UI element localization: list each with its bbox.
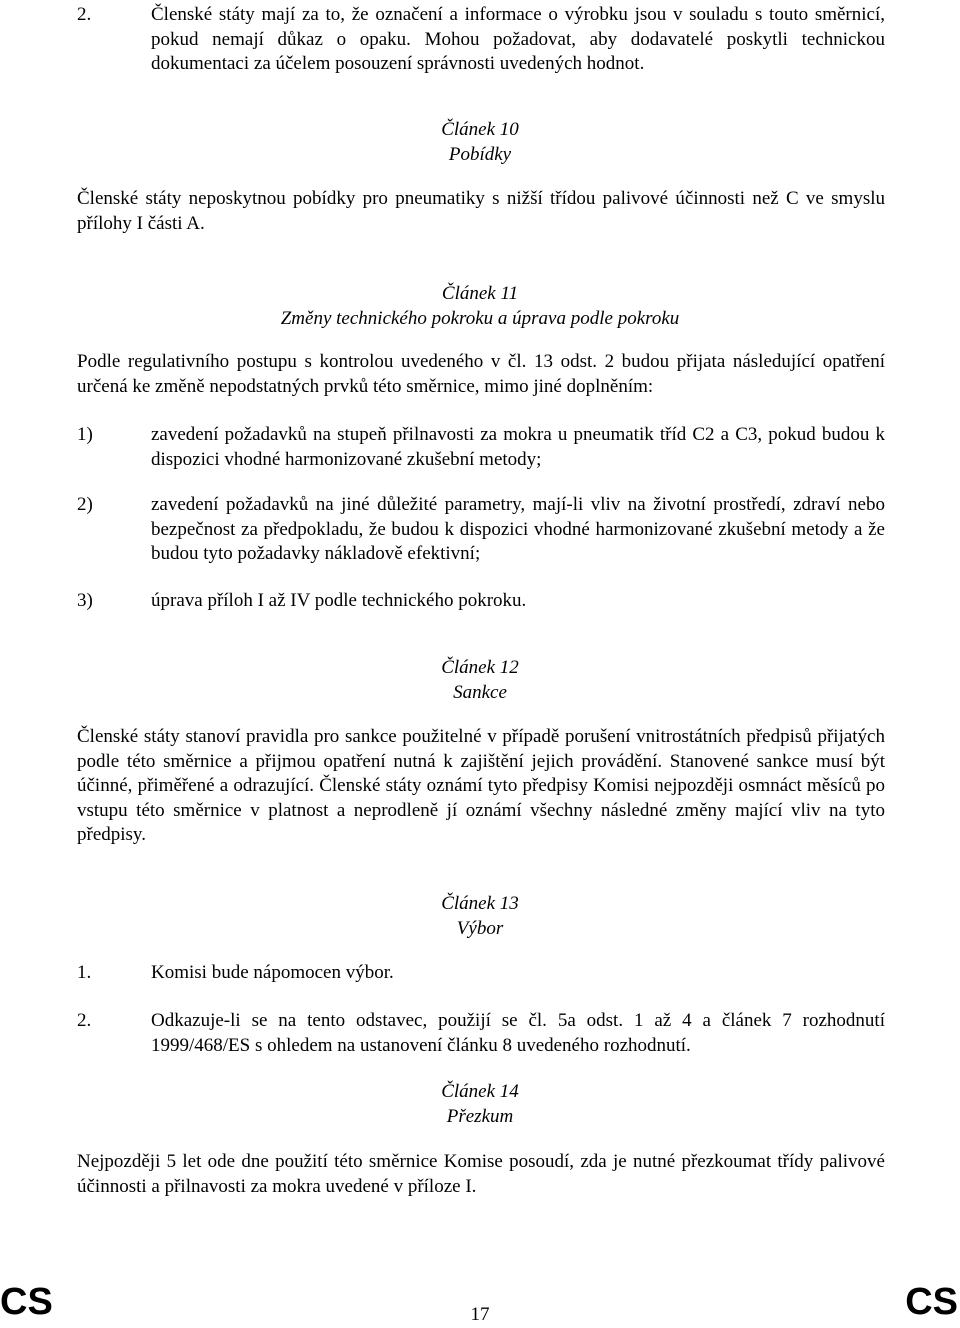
numbered-paragraph [77,493,885,567]
article-subtitle: Sankce [453,682,507,703]
item-text: Odkazuje-li se na tento odstavec, použijí se čl. 5a odst. 1 až 4 a článek 7 rozhodnutí 1999/468/ES s ohledem na ustanovení článku 8 uvedeného rozhodnutí. [151,1010,885,1056]
numbered-paragraph [77,589,885,614]
article-13-heading [0,891,960,941]
item-number: 2) [77,494,93,515]
item-number: 2. [77,4,92,25]
item-number: 1. [77,962,92,983]
article-title: Článek 13 [441,893,519,914]
footer-language-code-left: CS [0,1281,53,1323]
article-subtitle: Změny technického pokroku a úprava podle pokroku [280,308,680,329]
item-number: 1) [77,424,93,445]
article-subtitle: Výbor [456,918,504,939]
article-title: Článek 14 [441,1081,519,1102]
item-text: Komisi bude nápomocen výbor. [151,962,394,983]
article-12-heading [0,655,960,705]
article-subtitle: Přezkum [446,1106,514,1127]
article-11-heading [0,281,960,331]
article-10-text: Členské státy neposkytnou pobídky pro pneumatiky s nižší třídou palivové účinnosti než C ve smyslu přílohy I části A. [77,188,885,234]
item-text: Členské státy mají za to, že označení a informace o výrobku jsou v souladu s touto směrnicí, pokud nemají důkaz o opaku. Mohou požadovat, aby dodavatelé poskytli technickou dokumentaci za účelem posouzení správnosti uvedených hodnot. [151,4,885,74]
numbered-paragraph [77,961,885,986]
article-14-heading [0,1079,960,1129]
article-12-text: Členské státy stanoví pravidla pro sankce použitelné v případě porušení vnitrostátních předpisů přijatých podle této směrnice a přijmou opatření nutná k zajištění jejich provádění. Stanovené sankce musí být účinné, přiměřené a odrazující. Členské státy oznámí tyto předpisy Komisi nejpozději osmnáct měsíců po vstupu této směrnice v platnost a neprodleně jí oznámí všechny následné změny mající vliv na tyto předpisy. [77,726,885,845]
article-title: Článek 12 [441,657,519,678]
item-number: 3) [77,590,93,611]
article-14-text: Nejpozději 5 let ode dne použití této směrnice Komise posoudí, zda je nutné přezkoumat třídy palivové účinnosti a přilnavosti za mokra uvedené v příloze I. [77,1151,885,1197]
article-10-heading [0,117,960,167]
item-text: zavedení požadavků na jiné důležité parametry, mají-li vliv na životní prostředí, zdraví nebo bezpečnost za předpokladu, že budou k dispozici vhodné harmonizované zkušební metody a že budou tyto požadavky nákladově efektivní; [151,494,885,564]
article-title: Článek 10 [441,119,519,140]
numbered-paragraph [77,423,885,472]
item-text: úprava příloh I až IV podle technického pokroku. [151,590,527,611]
article-title: Článek 11 [441,283,519,304]
page-number: 17 [470,1304,490,1325]
article-subtitle: Pobídky [448,144,512,165]
item-number: 2. [77,1010,92,1031]
numbered-paragraph [77,1009,885,1058]
item-text: zavedení požadavků na stupeň přilnavosti za mokra u pneumatik tříd C2 a C3, pokud budou k dispozici vhodné harmonizované zkušební metody; [151,424,885,470]
footer-language-code-right: CS [905,1281,958,1323]
numbered-paragraph [77,3,885,77]
article-11-text: Podle regulativního postupu s kontrolou uvedeného v čl. 13 odst. 2 budou přijata následující opatření určená ke změně nepodstatných prvků této směrnice, mimo jiné doplněním: [77,351,885,397]
